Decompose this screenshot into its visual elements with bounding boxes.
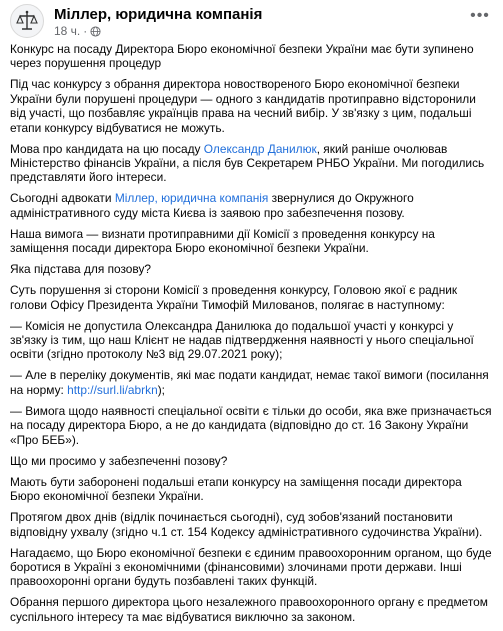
paragraph-text: Мають бути заборонені подальші етапи конкурсу на заміщення посади директора Бюро економічної безпеки України.: [10, 474, 462, 504]
post-paragraph: [10, 454, 493, 468]
post-paragraph: [10, 142, 493, 185]
post-paragraph: [10, 227, 493, 256]
paragraph-text: — Комісія не допустила Олександра Данилюка до подальшої участі у конкурсі у зв'язку із тим, що наш Клієнт не надав підтвердження наявності у нього спеціальної освіти (згідно протоколу №3 від 29.07.2021 року);: [10, 318, 474, 362]
meta-separator: ·: [83, 24, 88, 38]
post-paragraph: [10, 42, 493, 71]
inline-link[interactable]: Олександр Данилюк: [203, 141, 317, 156]
paragraph-text: );: [157, 382, 165, 397]
post-paragraph: [10, 77, 493, 135]
paragraph-text: звернулися до Окружного адміністративного суду міста Києва із заявою про забезпечення позову.: [10, 191, 414, 220]
paragraph-text: Що ми просимо у забезпеченні позову?: [10, 453, 228, 468]
post-timestamp[interactable]: 18 ч.: [54, 24, 81, 38]
paragraph-text: — Вимога щодо наявності спеціальної освіти є тільки до особи, яка вже призначається на посаду директора Бюро, а не до кандидата (відповідно до ст. 16 Закону України «Про БЕБ»).: [10, 403, 492, 447]
inline-link[interactable]: Міллер, юридична компанія: [114, 191, 269, 206]
paragraph-text: Суть порушення зі сторони Комісії з проведення конкурсу, Головою якої є радник голови Офісу Президента України Тимофій Милованов, полягає в наступному:: [10, 283, 458, 312]
post-meta: [54, 24, 101, 38]
post-text: [10, 42, 493, 631]
post-paragraph: [10, 368, 493, 397]
paragraph-text: Сьогодні адвокати: [10, 191, 115, 206]
paragraph-text: Наша вимога — визнати протиправними дії Комісії з проведення конкурсу на заміщення посади директора Бюро економічної безпеки України.: [10, 226, 435, 256]
scales-logo-icon: [14, 8, 40, 34]
more-options-icon[interactable]: •••: [470, 7, 490, 24]
paragraph-text: Під час конкурсу з обрання директора новоствореного Бюро економічної безпеки України були порушені процедури — одного з кандидатів протиправно відсторонили від участі, що позбавляє українців права на чесний вибір. У зв'язку з цим, подальші етапи конкурсу відбуватися не можуть.: [10, 77, 476, 135]
post-paragraph: [10, 404, 493, 447]
paragraph-text: Яка підстава для позову?: [10, 262, 152, 277]
post-paragraph: [10, 546, 493, 589]
post-paragraph: [10, 319, 493, 362]
paragraph-text: — Але в переліку документів, які має подати кандидат, немає такої вимоги (посилання на норму:: [10, 368, 489, 397]
paragraph-text: Обрання першого директора цього незалежного правоохоронного органу є предметом суспільного інтересу та має відбуватися виключно за законом.: [10, 595, 488, 624]
inline-link[interactable]: http://surl.li/abrkn: [67, 382, 158, 397]
post-header: [10, 4, 493, 40]
paragraph-text: Конкурс на посаду Директора Бюро економічної безпеки України має бути зупинено через порушення процедур: [10, 42, 474, 71]
paragraph-text: , який раніше очолював Міністерство фінансів України, а після був Секретарем РНБО України. Ми погодились представляти його інтереси.: [10, 141, 485, 185]
page-author-name[interactable]: Міллер, юридична компанія: [54, 6, 263, 23]
post-paragraph: [10, 475, 493, 504]
paragraph-text: Нагадаємо, що Бюро економічної безпеки є єдиним правоохоронним органом, що буде боротися в Україні з економічними (фінансовими) злочинами проти держави. Інші правоохоронні органи будуть позбавлені таких функцій.: [10, 545, 492, 589]
post-paragraph: [10, 262, 493, 276]
paragraph-text: Мова про кандидата на цю посаду: [10, 141, 204, 156]
post-paragraph: [10, 510, 493, 539]
paragraph-text: Протягом двох днів (відлік починається сьогодні), суд зобов'язаний постановити відповідну ухвалу (згідно ч.1 ст. 154 Кодексу адміністративного судочинства України).: [10, 510, 483, 539]
globe-icon[interactable]: [90, 26, 101, 37]
post-paragraph: [10, 595, 493, 624]
post-paragraph: [10, 191, 493, 220]
post-paragraph: [10, 283, 493, 312]
avatar[interactable]: [10, 4, 44, 38]
